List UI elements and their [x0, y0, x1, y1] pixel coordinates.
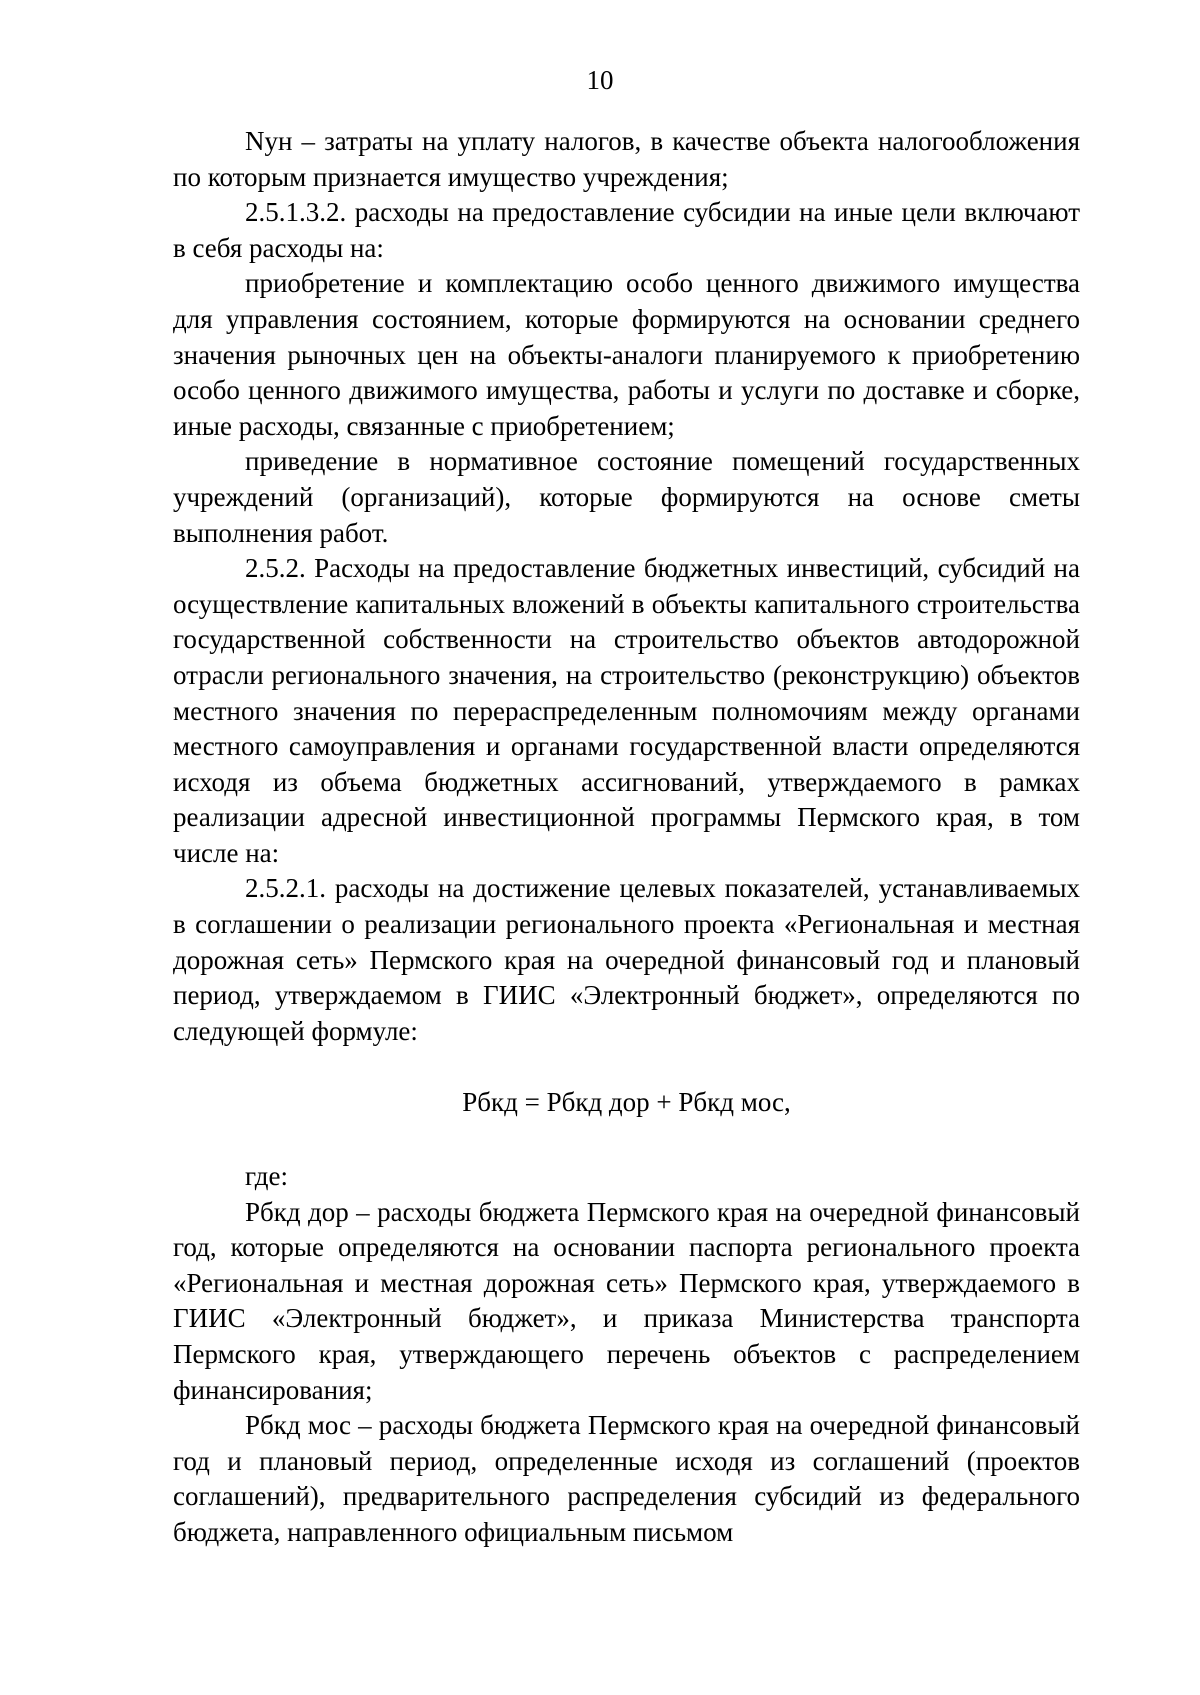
paragraph-acquisition: приобретение и комплектацию особо ценного движимого имущества для управления состоянием, которые формируются на основании среднего значения рыночных цен на объекты-аналоги планируемого к приобретению особо ценного движимого имущества, работы и услуги по доставке и сборке, иные расходы, связанные с приобретением; [173, 268, 1080, 441]
paragraph-nun-definition: Nун – затраты на уплату налогов, в качестве объекта налогообложения по которым признается имущество учреждения; [173, 126, 1080, 192]
paragraph-2-5-2: 2.5.2. Расходы на предоставление бюджетных инвестиций, субсидий на осуществление капитальных вложений в объекты капитального строительства государственной собственности на строительство объектов автодорожной отрасли регионального значения, на строительство (реконструкцию) объектов местного значения по перераспределенным полномочиям между органами местного самоуправления и органами государственной власти определяются исходя из объема бюджетных ассигнований, утверждаемого в рамках реализации адресной инвестиционной программы Пермского края, в том числе на: [173, 553, 1080, 868]
paragraph-rbkd-dor: Рбкд дор – расходы бюджета Пермского края на очередной финансовый год, которые определяются на основании паспорта регионального проекта «Региональная и местная дорожная сеть» Пермского края, утверждаемого в ГИИС «Электронный бюджет», и приказа Министерства транспорта Пермского края, утверждающего перечень объектов с распределением финансирования; [173, 1196, 1080, 1405]
paragraph-2-5-1-3-2: 2.5.1.3.2. расходы на предоставление субсидии на иные цели включают в себя расходы на: [173, 197, 1080, 263]
paragraph-2-5-2-1: 2.5.2.1. расходы на достижение целевых показателей, устанавливаемых в соглашении о реализации регионального проекта «Региональная и местная дорожная сеть» Пермского края на очередной финансовый год и плановый период, утверждаемом в ГИИС «Электронный бюджет», определяются по следующей формуле: [173, 873, 1080, 1046]
formula: Рбкд = Рбкд дор + Рбкд мос, [462, 1087, 791, 1118]
page-number: 10 [586, 65, 614, 95]
paragraph-where: где: [245, 1161, 288, 1192]
paragraph-premises: приведение в нормативное состояние помещений государственных учреждений (организаций), которые формируются на основе сметы выполнения работ. [173, 446, 1080, 548]
paragraph-rbkd-mos: Рбкд мос – расходы бюджета Пермского края на очередной финансовый год и плановый период, определенные исходя из соглашений (проектов соглашений), предварительного распределения субсидий из федерального бюджета, направленного официальным письмом [173, 1410, 1080, 1547]
document-body [173, 124, 1080, 1551]
